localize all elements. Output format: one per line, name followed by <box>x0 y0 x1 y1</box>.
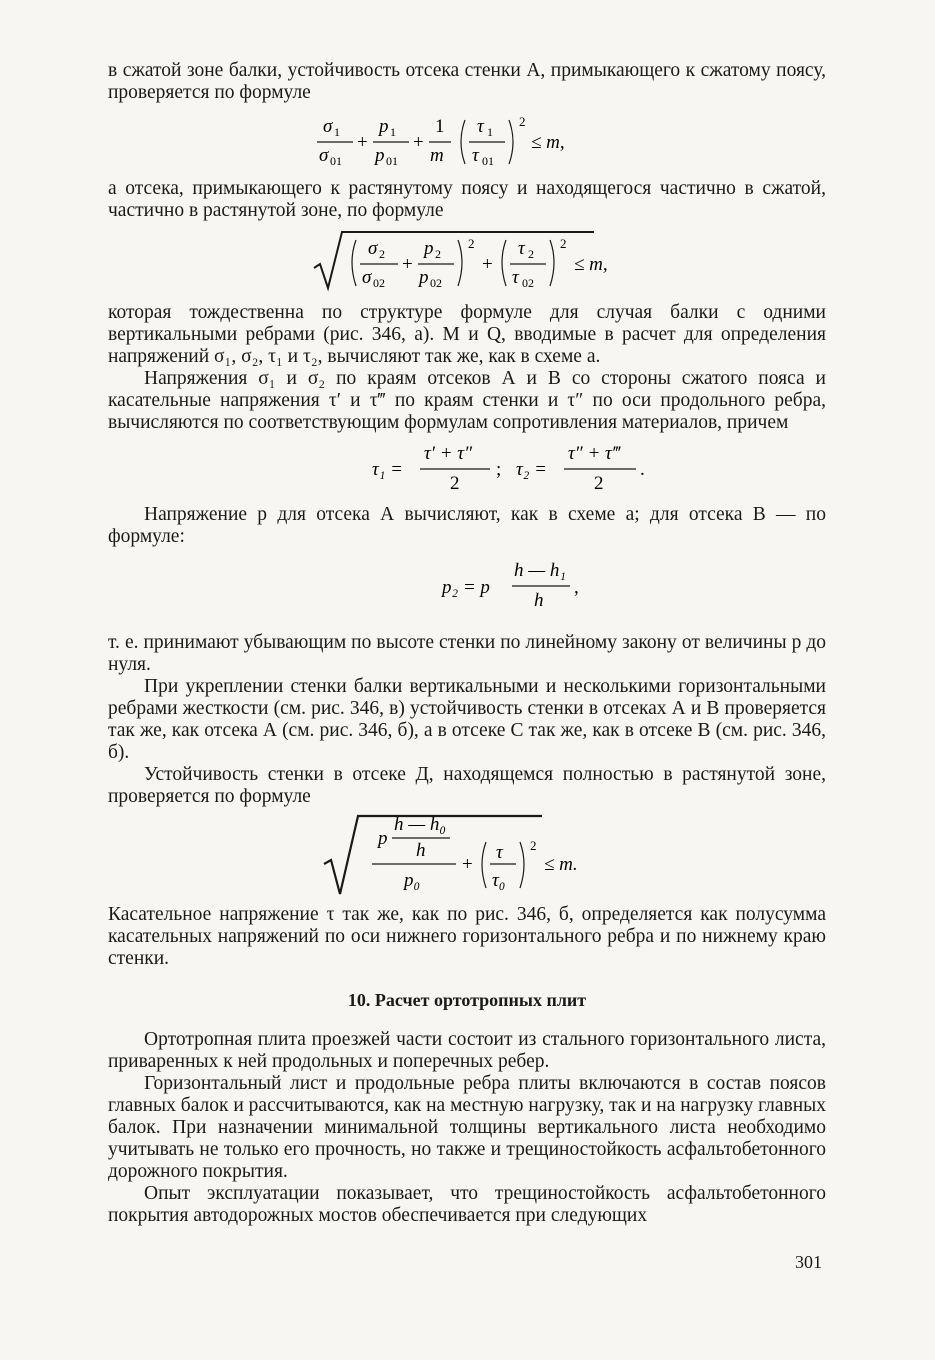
f5-exp: 2 <box>530 838 537 853</box>
paragraph-11: Горизонтальный лист и продольные ребра плиты включаются в состав поясов главных балок и рассчитываются, как на местную нагрузку, так и на нагрузку главных балок. При назначении минимальной толщины вертикального листа необходимо учитывать не только его прочность, но также и трещиностойкость асфальтобетонного дорожного покрытия. <box>108 1073 826 1182</box>
paragraph-5: Напряжение p для отсека А вычисляют, как в схеме а; для отсека В — по формуле: <box>108 504 826 547</box>
formula-1 <box>108 112 826 168</box>
f4-end: , <box>574 577 579 598</box>
paragraph-8: Устойчивость стенки в отсеке Д, находящемся полностью в растянутой зоне, проверяется по формуле <box>108 764 826 807</box>
f2-p02: p <box>419 267 429 288</box>
paragraph-9: Касательное напряжение τ так же, как по рис. 346, б, определяется как полусумма касательных напряжений по оси нижнего горизонтального ребра и по нижнему краю стенки. <box>108 904 826 969</box>
f3-den1: 2 <box>450 473 460 494</box>
paragraph-10: Ортотропная плита проезжей части состоит из стального горизонтального листа, приваренных к ней продольных и поперечных ребер. <box>108 1029 826 1072</box>
f2-tau02: τ <box>512 267 519 288</box>
formula-4 <box>218 560 826 612</box>
f1-sub01: 01 <box>330 154 342 168</box>
formula-3-svg <box>372 442 662 494</box>
f3-tau2: τ₂ = <box>516 459 547 480</box>
f2-p02sub: 02 <box>430 276 442 290</box>
svg-text:+: + <box>482 254 493 275</box>
f2-sigma02: σ <box>362 267 372 288</box>
f1-sigma1: σ <box>323 116 333 137</box>
paragraph-7: При укреплении стенки балки вертикальными и несколькими горизонтальными ребрами жесткости (см. рис. 346, в) устойчивость стенки в отсеках А и В проверяется так же, как отсека А (см. рис. 346, б), а в отсеке С так же, как в отсеке В (см. рис. 346, б). <box>108 676 826 763</box>
f1-p01sub: 01 <box>386 154 398 168</box>
f1-p01: p <box>375 145 385 166</box>
paragraph-1: в сжатой зоне балки, устойчивость отсека стенки А, примыкающего к сжатому поясу, проверяется по формуле <box>108 60 826 103</box>
f2-exp-b: 2 <box>560 236 567 251</box>
f5-den-inner: h <box>416 840 426 861</box>
paragraph-12: Опыт эксплуатации показывает, что трещиностойкость асфальтобетонного покрытия автодорожных мостов обеспечивается при следующих <box>108 1183 826 1226</box>
f1-tau1: τ <box>477 116 484 137</box>
formula-5 <box>108 814 826 896</box>
formula-2-svg <box>312 230 642 292</box>
f1-p1sub: 1 <box>390 125 396 139</box>
formula-2 <box>128 230 826 292</box>
section-heading: 10. Расчет ортотропных плит <box>347 990 587 1010</box>
f1-rhs: ≤ m, <box>531 132 565 153</box>
f3-tau1: τ₁ = <box>372 459 403 480</box>
formula-1-svg <box>317 112 617 168</box>
f5-p: p <box>378 828 388 849</box>
f5-rhs: ≤ m. <box>544 854 578 875</box>
svg-text:+: + <box>413 132 424 153</box>
f2-sigma2: σ <box>368 238 378 259</box>
svg-text:+: + <box>462 854 473 875</box>
f5-tau0: τ₀ <box>492 870 506 891</box>
f2-rhs: ≤ m, <box>574 254 608 275</box>
f5-num: h — h₀ <box>394 814 446 835</box>
paragraph-6: т. е. принимают убывающим по высоте стенки по линейному закону от величины p до нуля. <box>108 632 826 675</box>
paragraph-2: а отсека, примыкающего к растянутому поясу и находящегося частично в сжатой, частично в растянутой зоне, по формуле <box>108 178 826 221</box>
f1-tau1sub: 1 <box>487 125 493 139</box>
f3-num2: τ″ + τ‴ <box>568 443 620 464</box>
page-body <box>108 60 826 1227</box>
f3-num1: τ′ + τ″ <box>424 443 472 464</box>
f1-sub1: 1 <box>334 125 340 139</box>
paragraph-3: которая тождественна по структуре формуле для случая балки с одними вертикальными ребрами (рис. 346, а). М и Q, вводимые в расчет для определения напряжений σ₁, σ₂, τ₁ и τ₂, вычисляют так же, как в схеме а. <box>108 302 826 367</box>
f5-tau: τ <box>496 842 503 863</box>
f3-sep: ; <box>496 459 502 480</box>
svg-text:+: + <box>357 132 368 153</box>
f1-m: m <box>430 145 444 166</box>
f2-tau2: τ <box>518 238 525 259</box>
f2-p2: p <box>424 238 434 259</box>
formula-5-svg <box>322 814 612 896</box>
f2-tau02sub: 02 <box>522 276 534 290</box>
f1-tau01: τ <box>472 145 479 166</box>
f2-exp-a: 2 <box>468 236 475 251</box>
f3-den2: 2 <box>594 473 604 494</box>
page-number: 301 <box>795 1252 822 1272</box>
f1-p1: p <box>379 116 389 137</box>
f2-sub2: 2 <box>379 247 385 261</box>
f3-end: . <box>640 459 645 480</box>
f2-sub02: 02 <box>373 276 385 290</box>
f4-lhs: p₂ = p <box>442 577 490 598</box>
f2-p2sub: 2 <box>435 247 441 261</box>
formula-4-svg <box>442 560 602 612</box>
f1-one: 1 <box>435 116 445 137</box>
f1-sigma01: σ <box>319 145 329 166</box>
f2-tau2sub: 2 <box>528 247 534 261</box>
paragraph-4: Напряжения σ₁ и σ₂ по краям отсеков А и В со стороны сжатого пояса и касательные напряжения τ′ и τ‴ по краям стенки и τ″ по оси продольного ребра, вычисляются по соответствующим формулам сопротивления материалов, причем <box>108 368 826 433</box>
f4-num: h — h₁ <box>514 560 566 581</box>
f5-den: p₀ <box>404 870 421 891</box>
f1-tau01sub: 01 <box>482 154 494 168</box>
f1-exp: 2 <box>519 114 526 129</box>
f4-den: h <box>534 590 544 611</box>
svg-text:+: + <box>402 254 413 275</box>
formula-3 <box>208 442 826 494</box>
